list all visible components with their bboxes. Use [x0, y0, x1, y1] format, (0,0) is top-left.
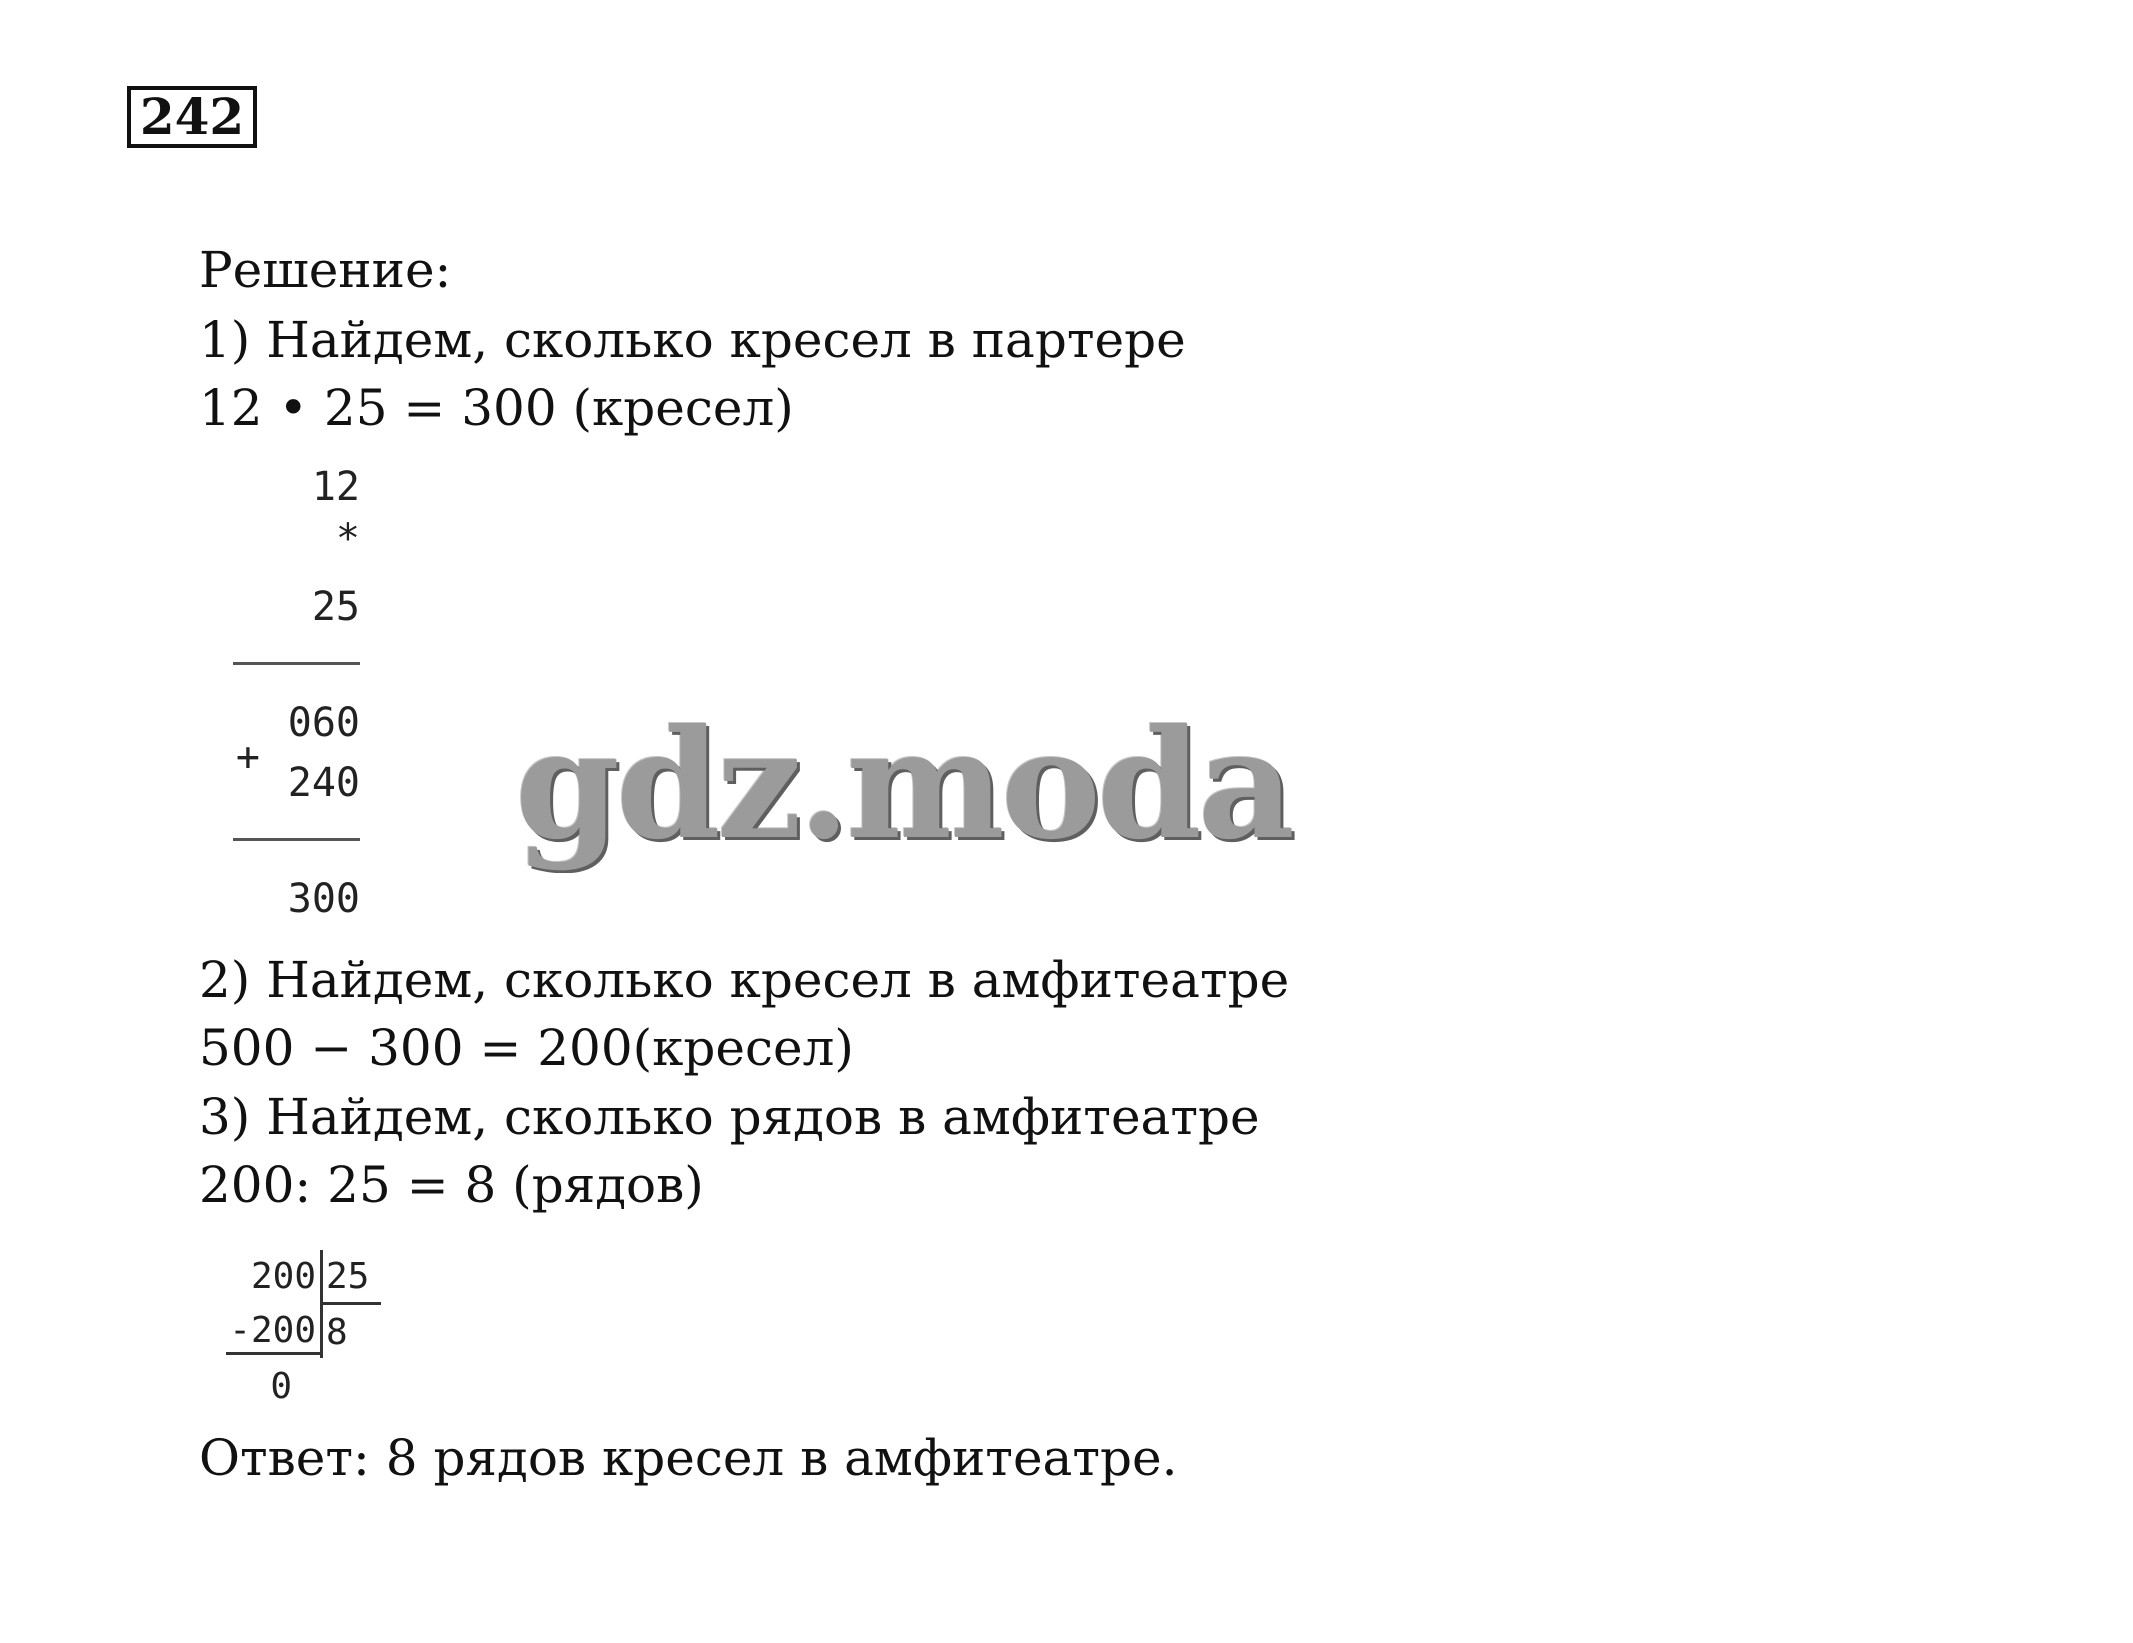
- div-remainder: 0: [270, 1366, 292, 1407]
- div-divisor: 25: [326, 1256, 370, 1297]
- mult-operand-1: 12: [311, 464, 360, 510]
- mult-operand-2: 25: [311, 584, 360, 630]
- mult-plus-sign: +: [235, 734, 260, 780]
- task-number: 242: [139, 87, 245, 146]
- div-dividend: 200: [250, 1256, 316, 1297]
- equation-2: 500 − 300 = 200(кресел): [199, 1019, 854, 1077]
- equation-3: 200: 25 = 8 (рядов): [199, 1156, 704, 1214]
- div-divisor-line: [323, 1302, 381, 1305]
- watermark: gdz.moda: [515, 697, 1292, 873]
- step-2-text: 2) Найдем, сколько кресел в амфитеатре: [199, 951, 1290, 1009]
- task-number-box: [127, 86, 257, 148]
- mult-line-2: [233, 838, 360, 841]
- div-quotient: 8: [326, 1312, 348, 1353]
- mult-partial-1: 060: [287, 700, 360, 746]
- step-3-text: 3) Найдем, сколько рядов в амфитеатре: [199, 1088, 1260, 1146]
- div-subtract-line: [226, 1352, 320, 1355]
- mult-partial-2: 240: [287, 760, 360, 806]
- mult-line-1: [233, 662, 360, 665]
- equation-1: 12 • 25 = 300 (кресел): [199, 379, 794, 437]
- answer-text: Ответ: 8 рядов кресел в амфитеатре.: [199, 1429, 1178, 1487]
- div-subtrahend: -200: [229, 1310, 316, 1351]
- step-1-text: 1) Найдем, сколько кресел в партере: [199, 311, 1186, 369]
- mult-result: 300: [287, 876, 360, 922]
- mult-operator: *: [335, 516, 360, 562]
- solution-heading: Решение:: [199, 241, 452, 299]
